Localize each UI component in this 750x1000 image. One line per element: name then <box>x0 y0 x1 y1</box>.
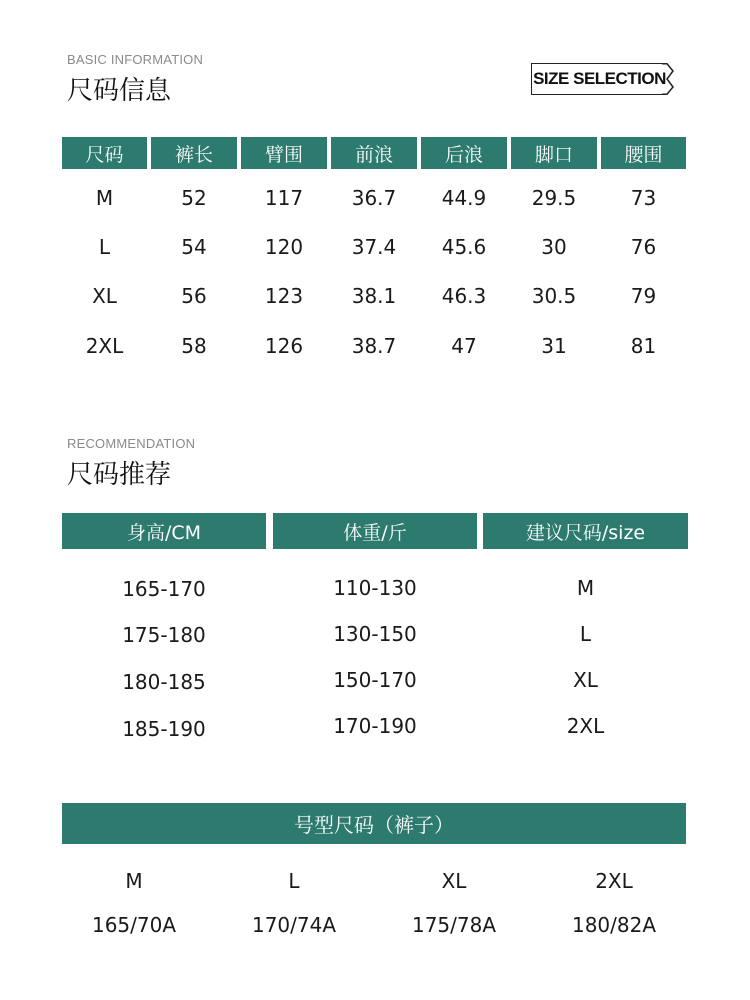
recommend-subtitle: RECOMMENDATION <box>67 436 196 451</box>
table-cell: 180-185 <box>122 670 206 694</box>
table-cell: 110-130 <box>333 576 417 600</box>
model-size-label: L <box>288 869 300 893</box>
header-leg-opening: 脚口 <box>511 137 597 169</box>
table-cell: 126 <box>264 334 304 358</box>
recommend-table-header <box>62 513 688 549</box>
table-cell: 79 <box>630 284 657 308</box>
model-size-label: 2XL <box>595 869 633 893</box>
table-cell: 170-190 <box>333 714 417 738</box>
header-length: 裤长 <box>151 137 237 169</box>
basic-title: 尺码信息 <box>67 76 172 106</box>
table-cell: 150-170 <box>333 668 417 692</box>
header-waist: 腰围 <box>601 137 686 169</box>
model-code-label: 175/78A <box>411 913 497 937</box>
header-weight: 体重/斤 <box>273 513 477 549</box>
table-cell: 120 <box>264 235 304 259</box>
table-cell: 38.7 <box>351 334 397 358</box>
size-selection-tag: SIZE SELECTION <box>531 63 667 95</box>
table-row <box>62 334 686 362</box>
model-code-label: 170/74A <box>251 913 337 937</box>
table-cell: 46.3 <box>441 284 487 308</box>
header-suggested-size: 建议尺码/size <box>483 513 688 549</box>
model-size-banner: 号型尺码（裤子） <box>62 803 686 844</box>
table-cell: 58 <box>181 334 207 358</box>
table-cell: M <box>576 576 595 600</box>
table-cell: 30 <box>541 235 567 259</box>
model-code-label: 180/82A <box>571 913 657 937</box>
basic-table-header <box>62 137 686 169</box>
table-cell: L <box>98 235 111 259</box>
table-cell: 185-190 <box>122 717 206 741</box>
table-row <box>62 186 686 214</box>
table-cell: 44.9 <box>441 186 487 210</box>
table-cell: 54 <box>181 235 207 259</box>
table-cell: XL <box>92 284 117 308</box>
table-cell: 76 <box>630 235 657 259</box>
recommend-title: 尺码推荐 <box>67 460 172 490</box>
model-size-label: M <box>125 869 143 893</box>
header-back-rise: 后浪 <box>421 137 507 169</box>
header-front-rise: 前浪 <box>331 137 417 169</box>
table-cell: 175-180 <box>122 623 206 647</box>
table-cell: 30.5 <box>531 284 577 308</box>
table-cell: 165-170 <box>122 577 206 601</box>
table-row <box>62 577 688 605</box>
table-cell: L <box>579 622 592 646</box>
table-row <box>62 714 688 745</box>
table-cell: 2XL <box>566 714 605 738</box>
table-cell: 130-150 <box>333 622 417 646</box>
table-cell: 56 <box>181 284 207 308</box>
table-cell: 2XL <box>85 334 124 358</box>
table-cell: M <box>95 186 114 210</box>
table-row <box>62 235 686 263</box>
model-size-label: XL <box>441 869 467 893</box>
basic-subtitle: BASIC INFORMATION <box>67 52 204 67</box>
header-height: 身高/CM <box>62 513 266 549</box>
table-cell: 117 <box>264 186 304 210</box>
table-row <box>62 670 688 698</box>
tag-notch-icon <box>662 63 676 95</box>
table-cell: 31 <box>541 334 567 358</box>
table-cell: 36.7 <box>351 186 397 210</box>
table-cell: 123 <box>264 284 304 308</box>
table-cell: 37.4 <box>351 235 397 259</box>
model-size-row <box>54 869 694 897</box>
table-cell: 52 <box>181 186 207 210</box>
header-size: 尺码 <box>62 137 147 169</box>
table-cell: XL <box>573 668 598 692</box>
table-cell: 45.6 <box>441 235 487 259</box>
header-arm: 臂围 <box>241 137 327 169</box>
table-cell: 81 <box>630 334 657 358</box>
table-row <box>62 623 688 651</box>
model-code-row <box>54 913 694 941</box>
table-row <box>62 284 686 312</box>
table-cell: 38.1 <box>351 284 397 308</box>
table-cell: 47 <box>451 334 477 358</box>
model-code-label: 165/70A <box>91 913 177 937</box>
table-cell: 29.5 <box>531 186 577 210</box>
table-cell: 73 <box>630 186 657 210</box>
